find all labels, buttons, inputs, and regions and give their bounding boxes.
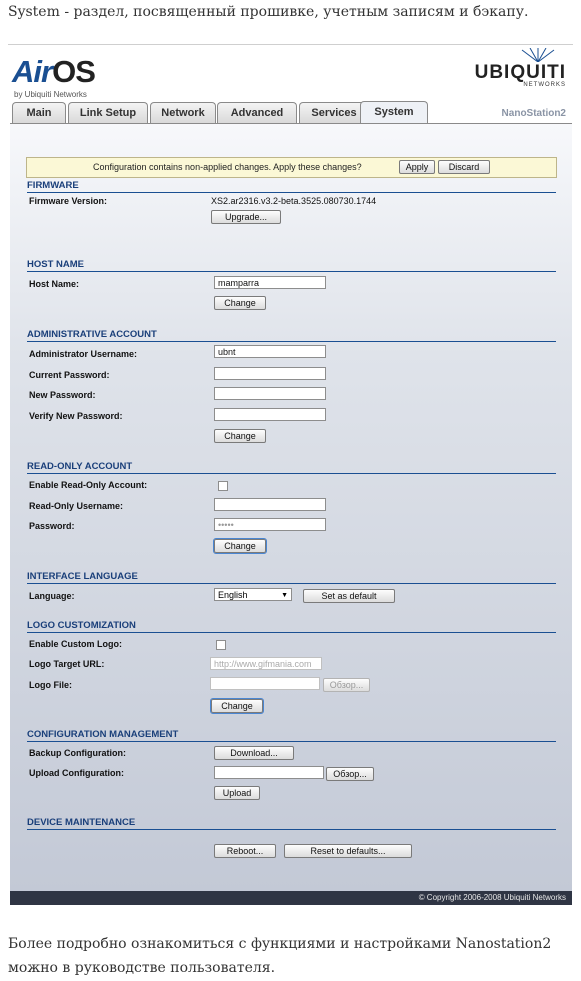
admin-username-label: Administrator Username: — [29, 349, 138, 359]
tab-system[interactable]: System — [360, 101, 428, 124]
current-password-label: Current Password: — [29, 370, 110, 380]
airos-window — [10, 48, 572, 906]
chevron-down-icon: ▼ — [281, 592, 288, 599]
section-host-name: HOST NAME — [27, 259, 556, 272]
banner-text: Configuration contains non-applied changes. Apply these changes? — [93, 162, 362, 172]
tab-advanced[interactable]: Advanced — [217, 102, 297, 123]
reset-defaults-button[interactable]: Reset to defaults... — [284, 844, 412, 858]
host-name-input[interactable]: mamparra — [214, 276, 326, 289]
product-name: NanoStation2 — [501, 108, 566, 119]
section-device-maintenance: DEVICE MAINTENANCE — [27, 817, 556, 830]
logo-air: Air — [12, 54, 53, 89]
verify-password-label: Verify New Password: — [29, 411, 123, 421]
verify-password-input[interactable] — [214, 408, 326, 421]
upgrade-button[interactable]: Upgrade... — [211, 210, 281, 224]
logo-browse-button[interactable]: Обзор... — [323, 678, 370, 692]
new-password-input[interactable] — [214, 387, 326, 400]
upload-file-input[interactable] — [214, 766, 324, 779]
admin-username-input[interactable]: ubnt — [214, 345, 326, 358]
ubiquiti-logo — [475, 62, 566, 88]
backup-config-label: Backup Configuration: — [29, 748, 126, 758]
logo-url-label: Logo Target URL: — [29, 659, 105, 669]
readonly-username-input[interactable] — [214, 498, 326, 511]
apply-button[interactable]: Apply — [399, 160, 435, 174]
enable-readonly-checkbox[interactable] — [218, 481, 228, 491]
tab-main[interactable]: Main — [12, 102, 66, 123]
antenna-icon — [518, 48, 558, 62]
host-name-change-button[interactable]: Change — [214, 296, 266, 310]
logo-file-label: Logo File: — [29, 680, 72, 690]
footer — [10, 891, 572, 905]
enable-readonly-label: Enable Read-Only Account: — [29, 480, 148, 490]
readonly-username-label: Read-Only Username: — [29, 501, 124, 511]
upload-config-label: Upload Configuration: — [29, 768, 124, 778]
current-password-input[interactable] — [214, 367, 326, 380]
upload-button[interactable]: Upload — [214, 786, 260, 800]
download-button[interactable]: Download... — [214, 746, 294, 760]
upload-browse-button[interactable]: Обзор... — [326, 767, 374, 781]
pending-changes-banner — [26, 157, 557, 178]
brand-name: UBIQUITI — [474, 62, 566, 83]
brand-sub: NETWORKS — [523, 82, 566, 88]
tab-bar — [10, 102, 572, 124]
admin-change-button[interactable]: Change — [214, 429, 266, 443]
tab-services[interactable]: Services — [299, 102, 369, 123]
section-logo-customization: LOGO CUSTOMIZATION — [27, 620, 556, 633]
copyright: © Copyright 2006-2008 Ubiquiti Networks — [418, 893, 566, 902]
readonly-change-button[interactable]: Change — [214, 539, 266, 553]
section-firmware: FIRMWARE — [27, 180, 556, 193]
logo-url-input[interactable]: http://www.gifmania.com — [210, 657, 322, 670]
readonly-password-label: Password: — [29, 521, 75, 531]
airos-logo — [12, 54, 95, 99]
logo-by: by Ubiquiti Networks — [14, 90, 87, 99]
reboot-button[interactable]: Reboot... — [214, 844, 276, 858]
section-config-management: CONFIGURATION MANAGEMENT — [27, 729, 556, 742]
caption-bottom: Более подробно ознакомиться с функциями и настройками Nanostation2 можно в руководстве пользователя. — [8, 936, 552, 976]
divider — [8, 44, 573, 45]
set-default-button[interactable]: Set as default — [303, 589, 395, 603]
header — [10, 48, 572, 106]
tab-link-setup[interactable]: Link Setup — [68, 102, 148, 123]
enable-custom-logo-checkbox[interactable] — [216, 640, 226, 650]
logo-os: OS — [52, 54, 95, 89]
language-label: Language: — [29, 591, 75, 601]
readonly-password-input[interactable]: ••••• — [214, 518, 326, 531]
tab-network[interactable]: Network — [150, 102, 216, 123]
discard-button[interactable]: Discard — [438, 160, 490, 174]
firmware-version: XS2.ar2316.v3.2-beta.3525.080730.1744 — [211, 196, 377, 206]
system-panel — [10, 123, 572, 892]
host-name-label: Host Name: — [29, 279, 80, 289]
firmware-version-label: Firmware Version: — [29, 196, 108, 206]
section-readonly-account: READ-ONLY ACCOUNT — [27, 461, 556, 474]
logo-file-input[interactable] — [210, 677, 320, 690]
language-selected: English — [218, 590, 248, 600]
caption-top: System - раздел, посвященный прошивке, учетным записям и бэкапу. — [8, 4, 529, 20]
logo-change-button[interactable]: Change — [211, 699, 263, 713]
section-interface-language: INTERFACE LANGUAGE — [27, 571, 556, 584]
new-password-label: New Password: — [29, 390, 96, 400]
section-admin-account: ADMINISTRATIVE ACCOUNT — [27, 329, 556, 342]
enable-custom-logo-label: Enable Custom Logo: — [29, 639, 122, 649]
language-select[interactable] — [214, 588, 292, 601]
